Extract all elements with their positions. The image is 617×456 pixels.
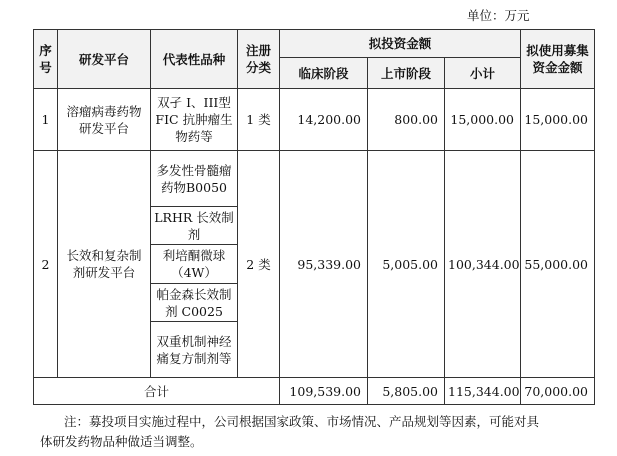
row-product: LRHR 长效制剂 [151, 207, 238, 245]
row-market: 800.00 [368, 89, 445, 151]
total-subtotal: 115,344.00 [445, 378, 521, 405]
header-market: 上市阶段 [368, 58, 445, 89]
header-products: 代表性品种 [151, 30, 238, 89]
header-clinical: 临床阶段 [280, 58, 368, 89]
total-row [34, 378, 595, 405]
row-seq: 1 [34, 89, 58, 151]
header-row-1 [34, 30, 595, 58]
row-seq: 2 [34, 151, 58, 378]
header-seq: 序号 [34, 30, 58, 89]
total-clinical: 109,539.00 [280, 378, 368, 405]
row-raised: 55,000.00 [521, 151, 595, 378]
total-label: 合计 [34, 378, 280, 405]
row-clinical: 14,200.00 [280, 89, 368, 151]
fund-allocation-table [33, 29, 595, 405]
footnote-line-2: 体研发药物品种做适当调整。 [40, 434, 203, 449]
total-market: 5,805.00 [368, 378, 445, 405]
row-raised: 15,000.00 [521, 89, 595, 151]
row-subtotal: 15,000.00 [445, 89, 521, 151]
row-clinical: 95,339.00 [280, 151, 368, 378]
row-subtotal: 100,344.00 [445, 151, 521, 378]
header-platform: 研发平台 [58, 30, 151, 89]
row-reg-class: 2 类 [238, 151, 280, 378]
table-row [34, 151, 595, 207]
header-reg-class: 注册分类 [238, 30, 280, 89]
header-subtotal: 小计 [445, 58, 521, 89]
row-reg-class: 1 类 [238, 89, 280, 151]
row-platform: 长效和复杂制剂研发平台 [58, 151, 151, 378]
total-raised: 70,000.00 [521, 378, 595, 405]
row-product: 双孑 I、III型FIC 抗肿瘤生物药等 [151, 89, 238, 151]
footnote-line-1: 注：募投项目实施过程中，公司根据国家政策、市场情况、产品规划等因素，可能对具 [64, 414, 540, 429]
row-product: 多发性骨髓瘤药物B0050 [151, 151, 238, 207]
row-market: 5,005.00 [368, 151, 445, 378]
row-platform: 溶瘤病毒药物研发平台 [58, 89, 151, 151]
header-planned: 拟投资金额 [280, 30, 521, 58]
row-product: 帕金森长效制剂 C0025 [151, 284, 238, 322]
table-row [34, 89, 595, 151]
header-raised: 拟使用募集资金金额 [521, 30, 595, 89]
row-product: 双重机制神经痛复方制剂等 [151, 322, 238, 378]
footnote [40, 412, 592, 452]
row-product: 利培酮微球（4W） [151, 245, 238, 284]
unit-label: 单位：万元 [467, 8, 530, 23]
